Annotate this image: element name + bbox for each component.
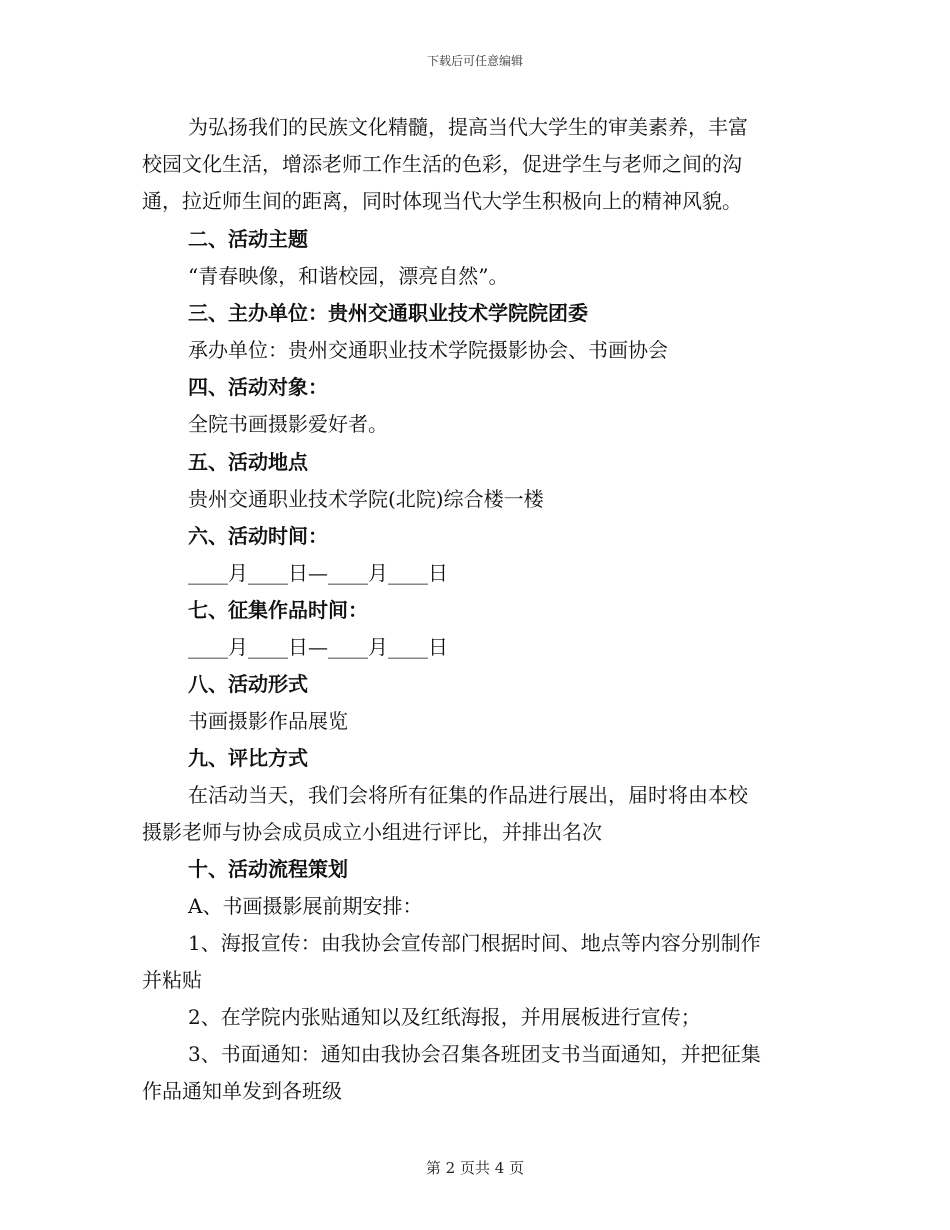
paragraph-line: A、书画摄影展前期安排： — [188, 894, 423, 918]
section-heading: 四、活动对象： — [188, 375, 328, 399]
paragraph-line: 在活动当天，我们会将所有征集的作品进行展出，届时将由本校 — [188, 783, 748, 807]
paragraph-line: 承办单位：贵州交通职业技术学院摄影协会、书画协会 — [188, 338, 668, 362]
paragraph-line: 校园文化生活，增添老师工作生活的色彩，促进学生与老师之间的沟 — [142, 152, 742, 176]
paragraph-line: 并粘贴 — [142, 968, 202, 992]
date-blank-line: ____月____日—____月____日 — [188, 635, 448, 659]
date-blank-line: ____月____日—____月____日 — [188, 561, 448, 585]
section-heading: 十、活动流程策划 — [188, 857, 348, 881]
paragraph-line: 贵州交通职业技术学院(北院)综合楼一楼 — [188, 487, 544, 511]
section-heading: 七、征集作品时间： — [188, 598, 368, 622]
paragraph-line: “青春映像，和谐校园，漂亮自然”。 — [188, 264, 509, 288]
section-heading: 八、活动形式 — [188, 672, 308, 696]
paragraph-line: 全院书画摄影爱好者。 — [188, 412, 388, 436]
paragraph-line: 3、书面通知：通知由我协会召集各班团支书当面通知，并把征集 — [188, 1042, 761, 1066]
paragraph-line: 书画摄影作品展览 — [188, 709, 348, 733]
section-heading: 二、活动主题 — [188, 227, 308, 251]
paragraph-line: 通，拉近师生间的距离，同时体现当代大学生积极向上的精神风貌。 — [142, 189, 742, 213]
section-heading: 六、活动时间： — [188, 524, 328, 548]
paragraph-line: 摄影老师与协会成员成立小组进行评比，并排出名次 — [142, 820, 602, 844]
paragraph-line: 为弘扬我们的民族文化精髓，提高当代大学生的审美素养，丰富 — [188, 115, 748, 139]
paragraph-line: 1、海报宣传：由我协会宣传部门根据时间、地点等内容分别制作 — [188, 931, 761, 955]
section-heading: 三、主办单位：贵州交通职业技术学院院团委 — [188, 301, 588, 325]
section-heading: 五、活动地点 — [188, 450, 308, 474]
paragraph-line: 作品通知单发到各班级 — [142, 1079, 342, 1103]
section-heading: 九、评比方式 — [188, 746, 308, 770]
paragraph-line: 2、在学院内张贴通知以及红纸海报，并用展板进行宣传； — [188, 1005, 701, 1029]
page-number-footer: 第 2 页共 4 页 — [425, 1159, 525, 1177]
page-header-note: 下载后可任意编辑 — [426, 54, 523, 68]
